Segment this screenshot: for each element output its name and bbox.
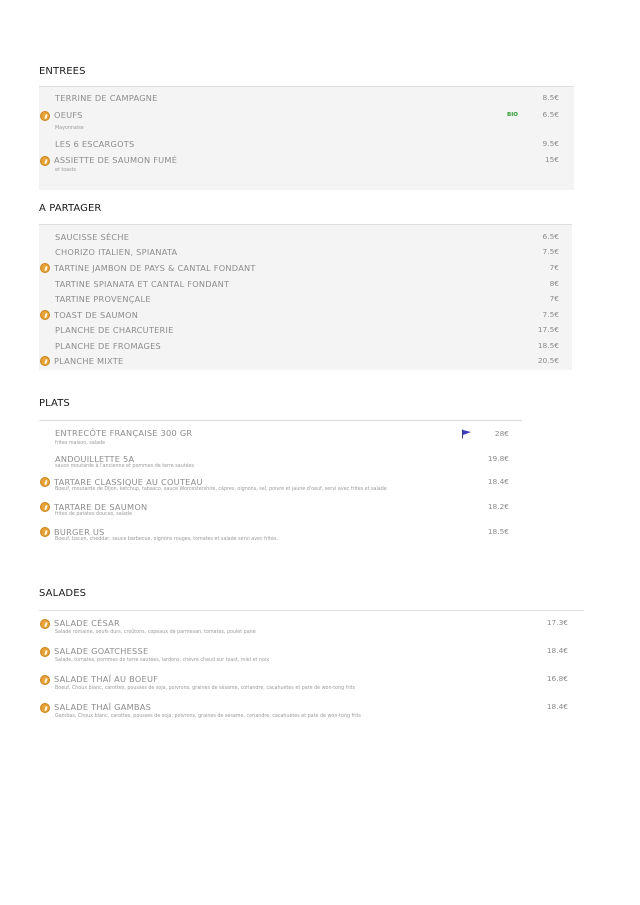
item-price: 15€ [544, 155, 559, 164]
item-name: TARTINE PROVENÇALE [55, 294, 151, 304]
section-title: SALADES [39, 588, 87, 599]
item-price: 16.8€ [546, 674, 568, 683]
item-description: Gambas, Choux blanc, carottes, pousses de soja, poivrons, graines de sésame, coriandre, cacahuètes et pate de won-tong frits [55, 714, 361, 719]
item-price: 18.5€ [537, 341, 559, 350]
coin-icon [40, 619, 50, 629]
item-name: PLANCHE MIXTE [54, 356, 124, 366]
item-price: 9.5€ [542, 139, 559, 148]
item-name: SAUCISSE SÈCHE [55, 232, 130, 242]
item-name: PLANCHE DE CHARCUTERIE [55, 325, 174, 335]
item-price: 18.4€ [546, 646, 568, 655]
menu-item[interactable] [39, 646, 585, 668]
menu-item[interactable] [39, 232, 575, 244]
coin-icon [40, 527, 50, 537]
item-price: 6.5€ [542, 110, 559, 119]
coin-icon [40, 675, 50, 685]
item-description: frites maison, salade [55, 441, 106, 446]
section-title: A PARTAGER [39, 203, 102, 214]
item-description: Mayonnaise [55, 126, 84, 131]
menu-item[interactable] [39, 502, 529, 522]
item-price: 6.5€ [542, 232, 559, 241]
menu-item[interactable] [39, 527, 529, 547]
item-name: TARTINE SPIANATA ET CANTAL FONDANT [55, 279, 230, 289]
item-name: BURGER US [54, 527, 105, 537]
menu-item[interactable] [39, 263, 575, 275]
item-price: 18.2€ [487, 502, 509, 511]
item-name: OEUFS [54, 110, 83, 120]
item-description: Boeuf, Choux blanc, carottes, pousses de soja, poivrons, graines de sésame, coriandre, cacahuètes et pate de won-tong frits [55, 686, 356, 691]
menu-item[interactable] [39, 428, 529, 448]
coin-icon [40, 703, 50, 713]
menu-item[interactable] [39, 341, 575, 353]
menu-item[interactable] [39, 325, 575, 337]
item-name: TARTARE DE SAUMON [54, 502, 148, 512]
item-description: sauce moutarde à l'ancienne et pommes de terre sautées [55, 464, 195, 469]
item-name: TOAST DE SAUMON [54, 310, 139, 320]
section-entrees [39, 66, 575, 192]
item-description: Boeuf, bacon, cheddar, sauce barbecue, oignons rouges, tomates et salade servi avec frites. [55, 537, 278, 542]
section-title: ENTREES [39, 66, 86, 77]
menu-item[interactable] [39, 702, 585, 724]
menu-item[interactable] [39, 139, 575, 151]
coin-icon [40, 477, 50, 487]
menu-item[interactable] [39, 279, 575, 291]
bio-badge: BIO [507, 112, 518, 118]
section-divider [39, 610, 584, 611]
coin-icon [40, 111, 50, 121]
item-description: et toasts [55, 168, 76, 173]
item-name: CHORIZO ITALIEN, SPIANATA [55, 247, 178, 257]
item-name: ENTRECÔTE FRANÇAISE 300 GR [55, 428, 193, 438]
item-price: 7.5€ [542, 247, 559, 256]
menu-item[interactable] [39, 356, 575, 368]
coin-icon [40, 263, 50, 273]
coin-icon [40, 356, 50, 366]
menu-item[interactable] [39, 247, 575, 259]
item-name: SALADE THAÏ GAMBAS [54, 702, 152, 712]
item-name: ASSIETTE DE SAUMON FUMÉ [54, 155, 178, 165]
menu-item[interactable] [39, 155, 575, 177]
item-name: SALADE CÉSAR [54, 618, 120, 628]
section-divider [39, 420, 522, 421]
section-plats [39, 398, 529, 556]
item-price: 7€ [549, 294, 559, 303]
item-price: 17.5€ [537, 325, 559, 334]
item-name: TERRINE DE CAMPAGNE [55, 93, 158, 103]
item-description: Boeuf, moutarde de Dijon, ketchup, tabasco, sauce Worcestershire, câpres, oignons, sel, poivre et jaune d'oeuf, servi avec frites et salade [55, 487, 387, 492]
section-title: PLATS [39, 398, 70, 409]
item-price: 7€ [549, 263, 559, 272]
item-price: 18.4€ [546, 702, 568, 711]
coin-icon [40, 156, 50, 166]
item-name: ANDOUILLETTE 5A [55, 454, 135, 464]
item-name: SALADE THAÏ AU BOEUF [54, 674, 159, 684]
menu-item[interactable] [39, 454, 529, 474]
item-price: 8€ [549, 279, 559, 288]
item-name: TARTARE CLASSIQUE AU COUTEAU [54, 477, 203, 487]
item-price: 17.3€ [546, 618, 568, 627]
menu-item[interactable] [39, 310, 575, 322]
menu-item[interactable] [39, 674, 585, 696]
item-price: 18.4€ [487, 477, 509, 486]
item-price: 8.5€ [542, 93, 559, 102]
item-name: PLANCHE DE FROMAGES [55, 341, 161, 351]
item-name: TARTINE JAMBON DE PAYS & CANTAL FONDANT [54, 263, 256, 273]
item-price: 18.5€ [487, 527, 509, 536]
item-description: Salade, tomates, pommes de terre sautées, lardons, chèvre chaud sur toast, miel et noix [55, 658, 270, 663]
item-name: SALADE GOATCHESSE [54, 646, 149, 656]
menu-item[interactable] [39, 294, 575, 306]
menu-item[interactable] [39, 618, 585, 640]
item-price: 28€ [494, 429, 509, 438]
coin-icon [40, 502, 50, 512]
menu-item[interactable] [39, 477, 529, 497]
item-price: 19.8€ [487, 454, 509, 463]
item-price: 20.5€ [537, 356, 559, 365]
section-a-partager [39, 203, 575, 371]
flag-icon [461, 429, 473, 439]
item-name: LES 6 ESCARGOTS [55, 139, 135, 149]
menu-item[interactable] [39, 93, 575, 105]
menu-item[interactable] [39, 110, 575, 132]
coin-icon [40, 310, 50, 320]
item-description: Salade romaine, oeufs durs, croûtons, copeaux de parmesan, tomates, poulet pané [55, 630, 256, 635]
item-description: frites de patates douces, salade [55, 512, 132, 517]
coin-icon [40, 647, 50, 657]
item-price: 7.5€ [542, 310, 559, 319]
section-salades [39, 588, 585, 728]
